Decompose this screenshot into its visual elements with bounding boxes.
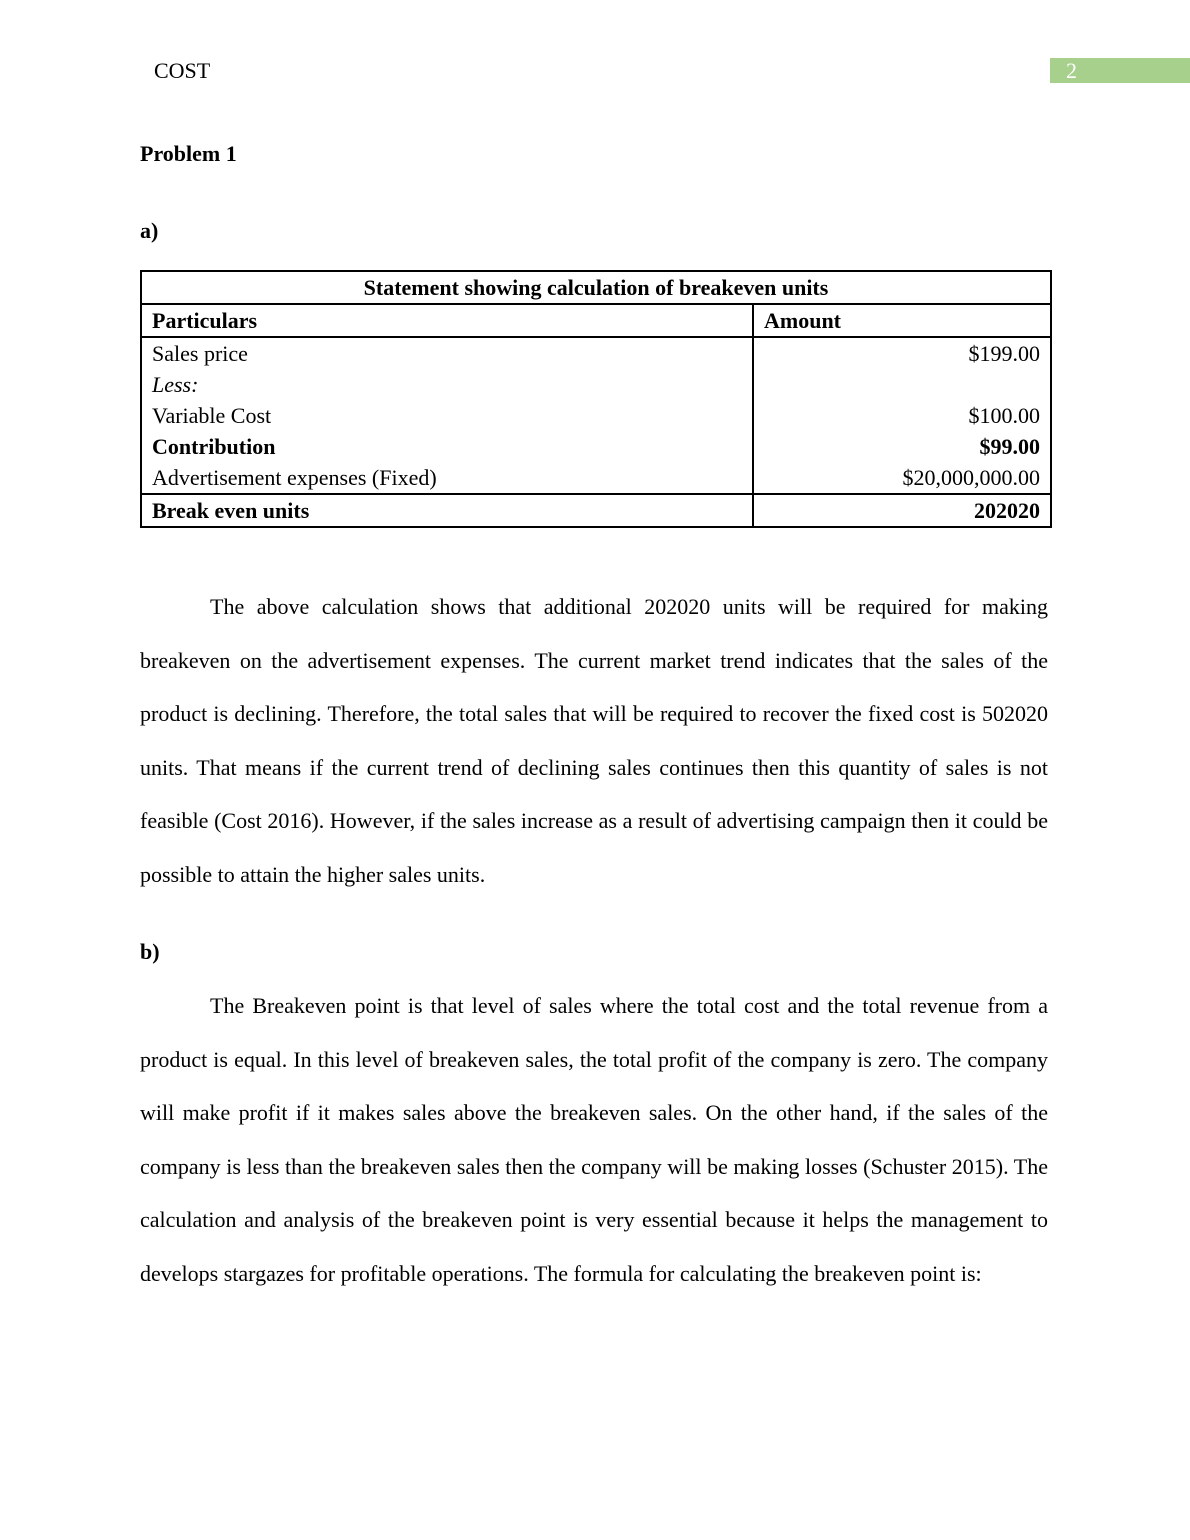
page-number-badge: [1050, 58, 1190, 83]
row-amount-contribution: $99.00: [753, 431, 1051, 462]
table-total-row: [141, 494, 1051, 527]
table-row: [141, 337, 1051, 369]
part-a-label: a): [140, 218, 159, 243]
total-amount: 202020: [753, 494, 1051, 527]
row-label-less: Less:: [141, 369, 753, 400]
table-caption: Statement showing calculation of breakeven units: [141, 271, 1051, 304]
part-a-paragraph: The above calculation shows that additional 202020 units will be required for making breakeven on the advertisement expenses. The current market trend indicates that the sales of the product is declining. Therefore, the total sales that will be required to recover the fixed cost is 502020 units. That means if the current trend of declining sales continues then this quantity of sales is not feasible (Cost 2016). However, if the sales increase as a result of advertising campaign then it could be possible to attain the higher sales units.: [140, 594, 1048, 887]
page-number: 2: [1066, 58, 1077, 83]
column-header-amount: Amount: [753, 304, 1051, 337]
part-b-paragraph: The Breakeven point is that level of sales where the total cost and the total revenue from a product is equal. In this level of breakeven sales, the total profit of the company is zero. The company will make profit if it makes sales above the breakeven sales. On the other hand, if the sales of the company is less than the breakeven sales then the company will be making losses (Schuster 2015). The calculation and analysis of the breakeven point is very essential because it helps the management to develops stargazes for profitable operations. The formula for calculating the breakeven point is:: [140, 993, 1048, 1286]
table-caption-row: [141, 271, 1051, 304]
row-label-variable-cost: Variable Cost: [141, 400, 753, 431]
column-header-particulars: Particulars: [141, 304, 753, 337]
row-label-advertisement: Advertisement expenses (Fixed): [141, 462, 753, 494]
section-title: Problem 1: [140, 141, 237, 166]
total-label: Break even units: [141, 494, 753, 527]
table-header-row: [141, 304, 1051, 337]
breakeven-table: [140, 270, 1052, 528]
running-head: COST: [154, 58, 211, 83]
row-amount-advertisement: $20,000,000.00: [753, 462, 1051, 494]
table-row: [141, 431, 1051, 462]
row-amount-sales-price: $199.00: [753, 337, 1051, 369]
row-amount-less: [753, 369, 1051, 400]
table-row: [141, 462, 1051, 494]
table-row: [141, 369, 1051, 400]
row-amount-variable-cost: $100.00: [753, 400, 1051, 431]
row-label-sales-price: Sales price: [141, 337, 753, 369]
part-b-label: b): [140, 939, 160, 964]
table-row: [141, 400, 1051, 431]
row-label-contribution: Contribution: [141, 431, 753, 462]
